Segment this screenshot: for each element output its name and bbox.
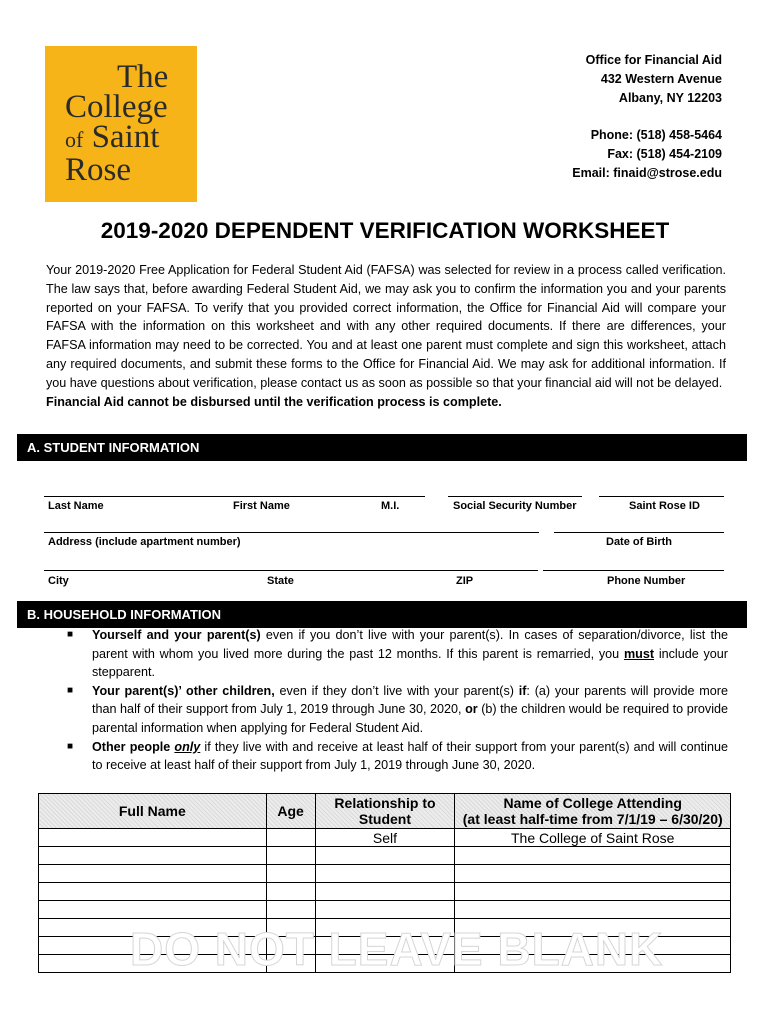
last-name-label: Last Name	[48, 500, 104, 512]
cell-age[interactable]	[266, 901, 315, 919]
bullet-bold: if	[518, 683, 527, 698]
logo-text	[65, 59, 169, 188]
cell-full-name[interactable]	[39, 847, 267, 865]
header-relationship	[315, 794, 455, 829]
header-age: Age	[266, 794, 315, 829]
phone-line[interactable]	[543, 570, 724, 571]
cell-full-name[interactable]	[39, 829, 267, 847]
saint-rose-id-line[interactable]	[599, 496, 724, 497]
section-b-header: B. HOUSEHOLD INFORMATION	[17, 601, 747, 628]
logo-rose: Rose	[65, 152, 131, 188]
table-row	[39, 901, 731, 919]
bullet-text: : (a) your parents will provide more than half of their support from July 1, 2019 through June 30, 2020,	[92, 683, 728, 717]
household-instructions	[62, 626, 728, 775]
header-full-name: Full Name	[39, 794, 267, 829]
cell-age[interactable]	[266, 829, 315, 847]
bullet-item	[62, 682, 728, 738]
header-college-line1: Name of College Attending	[503, 795, 682, 811]
bullet-square-icon: ■	[67, 684, 74, 696]
cell-college[interactable]	[455, 847, 731, 865]
section-a-header: A. STUDENT INFORMATION	[17, 434, 747, 461]
table-row	[39, 847, 731, 865]
bullet-bold: Your parent(s)’ other children,	[92, 683, 275, 698]
address-line[interactable]	[44, 532, 539, 533]
office-phone: Phone: (518) 458-5464	[590, 128, 722, 142]
header-relationship-line1: Relationship to	[334, 795, 436, 811]
bullet-item	[62, 626, 728, 682]
do-not-leave-blank-watermark: DO NOT LEAVE BLANK	[130, 923, 664, 975]
cell-full-name[interactable]	[39, 901, 267, 919]
header-college-line2: (at least half-time from 7/1/19 – 6/30/20)	[462, 811, 723, 827]
cell-college[interactable]	[455, 883, 731, 901]
office-name: Office for Financial Aid	[585, 53, 722, 67]
office-email: Email: finaid@strose.edu	[572, 166, 722, 180]
cell-college: The College of Saint Rose	[455, 829, 731, 847]
bullet-underline: must	[623, 646, 655, 661]
bullet-text: if they live with and receive at least half of their support from your parent(s) and will continue to receive at least half of their support from July 1, 2019 through June 30, 2020.	[92, 739, 728, 773]
office-street: 432 Western Avenue	[600, 72, 722, 86]
table-row	[39, 865, 731, 883]
cell-age[interactable]	[266, 883, 315, 901]
header-college	[455, 794, 731, 829]
phone-number-label: Phone Number	[607, 575, 686, 587]
cell-college[interactable]	[455, 865, 731, 883]
cell-full-name[interactable]	[39, 865, 267, 883]
ssn-line[interactable]	[448, 496, 582, 497]
logo-college: College	[65, 89, 168, 125]
table-row	[39, 829, 731, 847]
cell-college[interactable]	[455, 901, 731, 919]
cell-relationship[interactable]	[315, 883, 455, 901]
cell-relationship[interactable]	[315, 847, 455, 865]
table-row	[39, 883, 731, 901]
bullet-text: (b) the children would be required to provide parental information when applying for Federal Student Aid.	[92, 702, 728, 735]
cell-age[interactable]	[266, 847, 315, 865]
intro-bold-notice: Financial Aid cannot be disbursed until the verification process is complete.	[46, 394, 502, 409]
cell-age[interactable]	[266, 865, 315, 883]
first-name-label: First Name	[233, 500, 290, 512]
bullet-text: include your stepparent.	[92, 646, 729, 680]
bullet-item	[62, 738, 728, 775]
header-relationship-line2: Student	[358, 811, 412, 827]
bullet-underline: only	[174, 739, 201, 754]
bullet-bold: Yourself and your parent(s)	[92, 628, 261, 642]
cell-relationship: Self	[315, 829, 455, 847]
logo-the: The	[117, 59, 169, 95]
table-header-row	[39, 794, 731, 829]
zip-label: ZIP	[456, 575, 474, 587]
page-title: 2019-2020 DEPENDENT VERIFICATION WORKSHEET	[100, 218, 670, 243]
bullet-text: even if you don’t live with your parent(s). In cases of separation/divorce, list the parent with whom you lived more during the past 12 months. If this parent is remarried, you	[92, 628, 728, 661]
address-label: Address (include apartment number)	[48, 536, 241, 548]
dob-label: Date of Birth	[606, 536, 672, 548]
ssn-label: Social Security Number	[453, 500, 577, 512]
state-label: State	[267, 575, 294, 587]
logo-saint: Saint	[91, 119, 160, 155]
name-line[interactable]	[44, 496, 425, 497]
city-state-zip-line[interactable]	[44, 570, 538, 571]
cell-full-name[interactable]	[39, 883, 267, 901]
intro-text: Your 2019-2020 Free Application for Federal Student Aid (FAFSA) was selected for review in a process called verification. The law says that, before awarding Federal Student Aid, we may ask you to confirm the information you and your parents reported on your FAFSA. To verify that you provided correct information, the Office for Financial Aid will compare your FAFSA with the information on this worksheet and with any other required documents. If there are differences, your FAFSA information may need to be corrected. You and at least one parent must complete and sign this worksheet, attach any required documents, and submit these forms to the Office for Financial Aid. We may ask for additional information. If you have questions about verification, please contact us as soon as possible so that your financial aid will not be delayed.	[46, 263, 726, 390]
saint-rose-id-label: Saint Rose ID	[629, 500, 700, 512]
office-fax: Fax: (518) 454-2109	[607, 147, 722, 161]
mi-label: M.I.	[381, 500, 400, 512]
logo-of: of	[65, 127, 84, 152]
bullet-square-icon: ■	[67, 740, 74, 752]
bullet-bold: Other people	[92, 739, 175, 754]
bullet-text: even if they don’t live with your parent(s)	[274, 683, 519, 698]
bullet-bold: or	[465, 702, 478, 717]
cell-relationship[interactable]	[315, 865, 455, 883]
bullet-square-icon: ■	[67, 629, 74, 640]
cell-relationship[interactable]	[315, 901, 455, 919]
city-label: City	[48, 575, 69, 587]
office-city: Albany, NY 12203	[618, 91, 722, 105]
college-logo	[45, 46, 197, 202]
contact-info	[462, 51, 722, 183]
intro-paragraph	[46, 261, 726, 411]
dob-line[interactable]	[554, 532, 724, 533]
